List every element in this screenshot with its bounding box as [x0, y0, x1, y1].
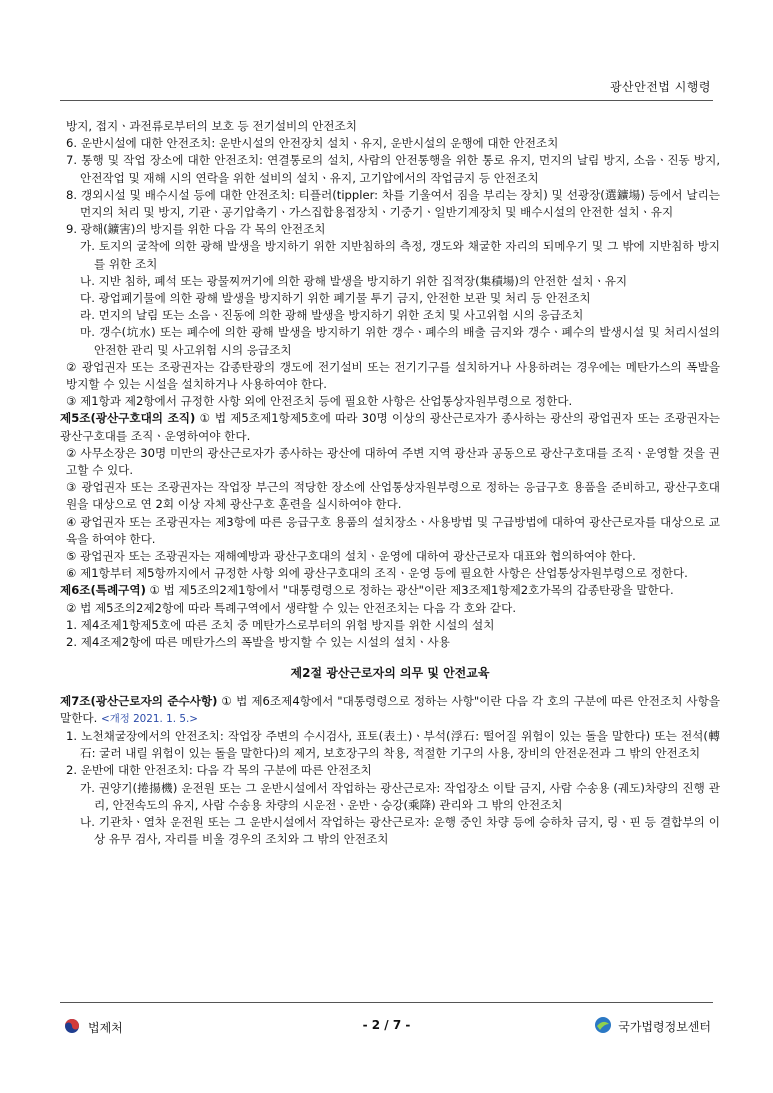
header-divider — [60, 100, 713, 101]
list-item: 1. 제4조제1항제5호에 따른 조치 중 메탄가스로부터의 위험 방지를 위한 시설의 설치 — [66, 617, 495, 632]
article-title: 제5조(광산구호대의 조직) — [60, 411, 196, 426]
footer-center-name: 국가법령정보센터 — [618, 1020, 711, 1034]
header-title: 광산안전법 시행령 — [609, 80, 711, 94]
sub-list-item: 나. 지반 침하, 폐석 또는 광물찌꺼기에 의한 광해 발생을 방지하기 위한 집적장(集積場)의 안전한 설치ㆍ유지 — [80, 273, 628, 288]
article-text: ① 법 제5조의2제1항에서 "대통령령으로 정하는 광산"이란 제3조제1항제2호가목의 갑종탄광을 말한다. — [145, 583, 674, 598]
footer-right — [594, 1016, 711, 1037]
paragraph: ⑥ 제1항부터 제5항까지에서 규정한 사항 외에 광산구호대의 조직ㆍ운영 등에 필요한 사항은 산업통상자원부령으로 정한다. — [66, 566, 688, 581]
paragraph: ② 광업권자 또는 조광권자는 갑종탄광의 갱도에 전기설비 또는 전기기구를 설치하거나 사용하려는 경우에는 메탄가스의 폭발을 방지할 수 있는 시설을 설치하거나 사용하여야 한다. — [66, 359, 720, 392]
list-item: 8. 갱외시설 및 배수시설 등에 대한 안전조치: 티플러(tippler: 차를 기울여서 짐을 부리는 장치) 및 선광장(選鑛場) 등에서 날리는 먼지의 처리 및 방지, 기관ㆍ공기압축기ㆍ가스집합용접장치ㆍ기중기ㆍ일반기계장치 및 배수시설의 안전한 설치ㆍ유지 — [66, 187, 720, 220]
article-title: 제6조(특례구역) — [60, 583, 146, 598]
sub-list-item: 가. 토지의 굴착에 의한 광해 발생을 방지하기 위한 지반침하의 측정, 갱도와 채굴한 자리의 되메우기 및 그 밖에 지반침하 방지를 위한 조치 — [80, 239, 720, 271]
article-title: 제7조(광산근로자의 준수사항) — [60, 693, 218, 708]
paragraph: ⑤ 광업권자 또는 조광권자는 재해예방과 광산구호대의 설치ㆍ운영에 대하여 광산근로자 대표와 협의하여야 한다. — [66, 549, 636, 564]
article-text: ① 법 제6조제4항에서 "대통령령으로 정하는 사항"이란 다음 각 호의 구분에 따른 안전조치 사항을 말한다. — [60, 693, 720, 725]
article-6 — [60, 582, 720, 599]
list-item: 7. 통행 및 작업 장소에 대한 안전조치: 연결통로의 설치, 사람의 안전통행을 위한 통로 유지, 먼지의 날림 방지, 소음ㆍ진동 방지, 안전작업 및 재해 시의 연락을 위한 설비의 설치ㆍ유지, 고기압에서의 작업금지 등 안전조치 — [66, 153, 720, 185]
list-item: 6. 운반시설에 대한 안전조치: 운반시설의 안전장치 설치ㆍ유지, 운반시설의 운행에 대한 안전조치 — [66, 136, 559, 151]
list-item: 9. 광해(鑛害)의 방지를 위한 다음 각 목의 안전조치 — [66, 222, 326, 237]
page-number: - 2 / 7 - — [362, 1018, 411, 1032]
article-7 — [60, 693, 720, 728]
document-body — [60, 118, 720, 848]
paragraph: ④ 광업권자 또는 조광권자는 제3항에 따른 응급구호 용품의 설치장소ㆍ사용방법 및 구급방법에 대하여 광산근로자를 대상으로 교육을 하여야 한다. — [66, 514, 720, 546]
article-text: ① 법 제5조제1항제5호에 따라 30명 이상의 광산근로자가 종사하는 광산의 광업권자 또는 조광권자는 광산구호대를 조직ㆍ운영하여야 한다. — [60, 411, 720, 443]
paragraph: ③ 제1항과 제2항에서 규정한 사항 외에 안전조치 등에 필요한 사항은 산업통상자원부령으로 정한다. — [66, 394, 573, 409]
sub-list-item: 마. 갱수(坑水) 또는 폐수에 의한 광해 발생을 방지하기 위한 갱수ㆍ폐수의 배출 금지와 갱수ㆍ폐수의 발생시설 및 처리시설의 안전한 관리 및 사고위험 시의 응급조치 — [80, 325, 720, 357]
paragraph: 방지, 접지ㆍ과전류로부터의 보호 등 전기설비의 안전조치 — [66, 119, 357, 133]
sub-list-item: 라. 먼지의 날림 또는 소음ㆍ진동에 의한 광해 발생을 방지하기 위한 조치 및 사고위험 시의 응급조치 — [80, 308, 584, 323]
section-heading: 제2절 광산근로자의 의무 및 안전교육 — [290, 666, 490, 681]
sub-list-item: 나. 기관차ㆍ열차 운전원 또는 그 운반시설에서 작업하는 광산근로자: 운행 중인 차량 등에 승하차 금지, 링ㆍ핀 등 결합부의 이상 유무 검사, 자리를 비울 경우의 조치와 그 밖의 안전조치 — [80, 814, 720, 847]
paragraph: ③ 광업권자 또는 조광권자는 작업장 부근의 적당한 장소에 산업통상자원부령으로 정하는 응급구호 용품을 준비하고, 광산구호대원을 대상으로 연 2회 이상 자체 광산구호 훈련을 실시하여야 한다. — [66, 480, 720, 512]
sub-list-item: 다. 광업폐기물에 의한 광해 발생을 방지하기 위한 폐기물 투기 금지, 안전한 보관 및 처리 등 안전조치 — [80, 291, 591, 306]
article-5 — [60, 410, 720, 444]
law-center-logo-icon — [594, 1016, 612, 1037]
list-item: 2. 운반에 대한 안전조치: 다음 각 목의 구분에 따른 안전조치 — [66, 763, 372, 778]
amendment-note: <개정 2021. 1. 5.> — [100, 712, 198, 725]
footer-org-name: 법제처 — [88, 1021, 123, 1035]
list-item: 1. 노천채굴장에서의 안전조치: 작업장 주변의 수시검사, 표토(表土)ㆍ부석(浮石: 떨어질 위험이 있는 돌을 말한다) 또는 전석(轉石: 굴러 내릴 위험이 있는 돌을 말한다)의 제거, 보호장구의 착용, 적절한 기구의 사용, 장비의 안전운전과 그 밖의 안전조치 — [66, 728, 720, 761]
list-item: 2. 제4조제2항에 따른 메탄가스의 폭발을 방지할 수 있는 시설의 설치ㆍ사용 — [66, 635, 450, 650]
paragraph: ② 법 제5조의2제2항에 따라 특례구역에서 생략할 수 있는 안전조치는 다음 각 호와 같다. — [66, 600, 517, 615]
paragraph: ② 사무소장은 30명 미만의 광산근로자가 종사하는 광산에 대하여 주변 지역 광산과 공동으로 광산구호대를 조직ㆍ운영할 것을 권고할 수 있다. — [66, 445, 720, 478]
footer-divider — [60, 1002, 713, 1003]
sub-list-item: 가. 권양기(捲揚機) 운전원 또는 그 운반시설에서 작업하는 광산근로자: 작업장소 이탈 금지, 사람 수송용 (궤도)차량의 진행 관리, 안전속도의 유지, 사람 수송용 차량의 시운전ㆍ운반ㆍ승강(乘降) 관리와 그 밖의 안전조치 — [80, 780, 720, 812]
